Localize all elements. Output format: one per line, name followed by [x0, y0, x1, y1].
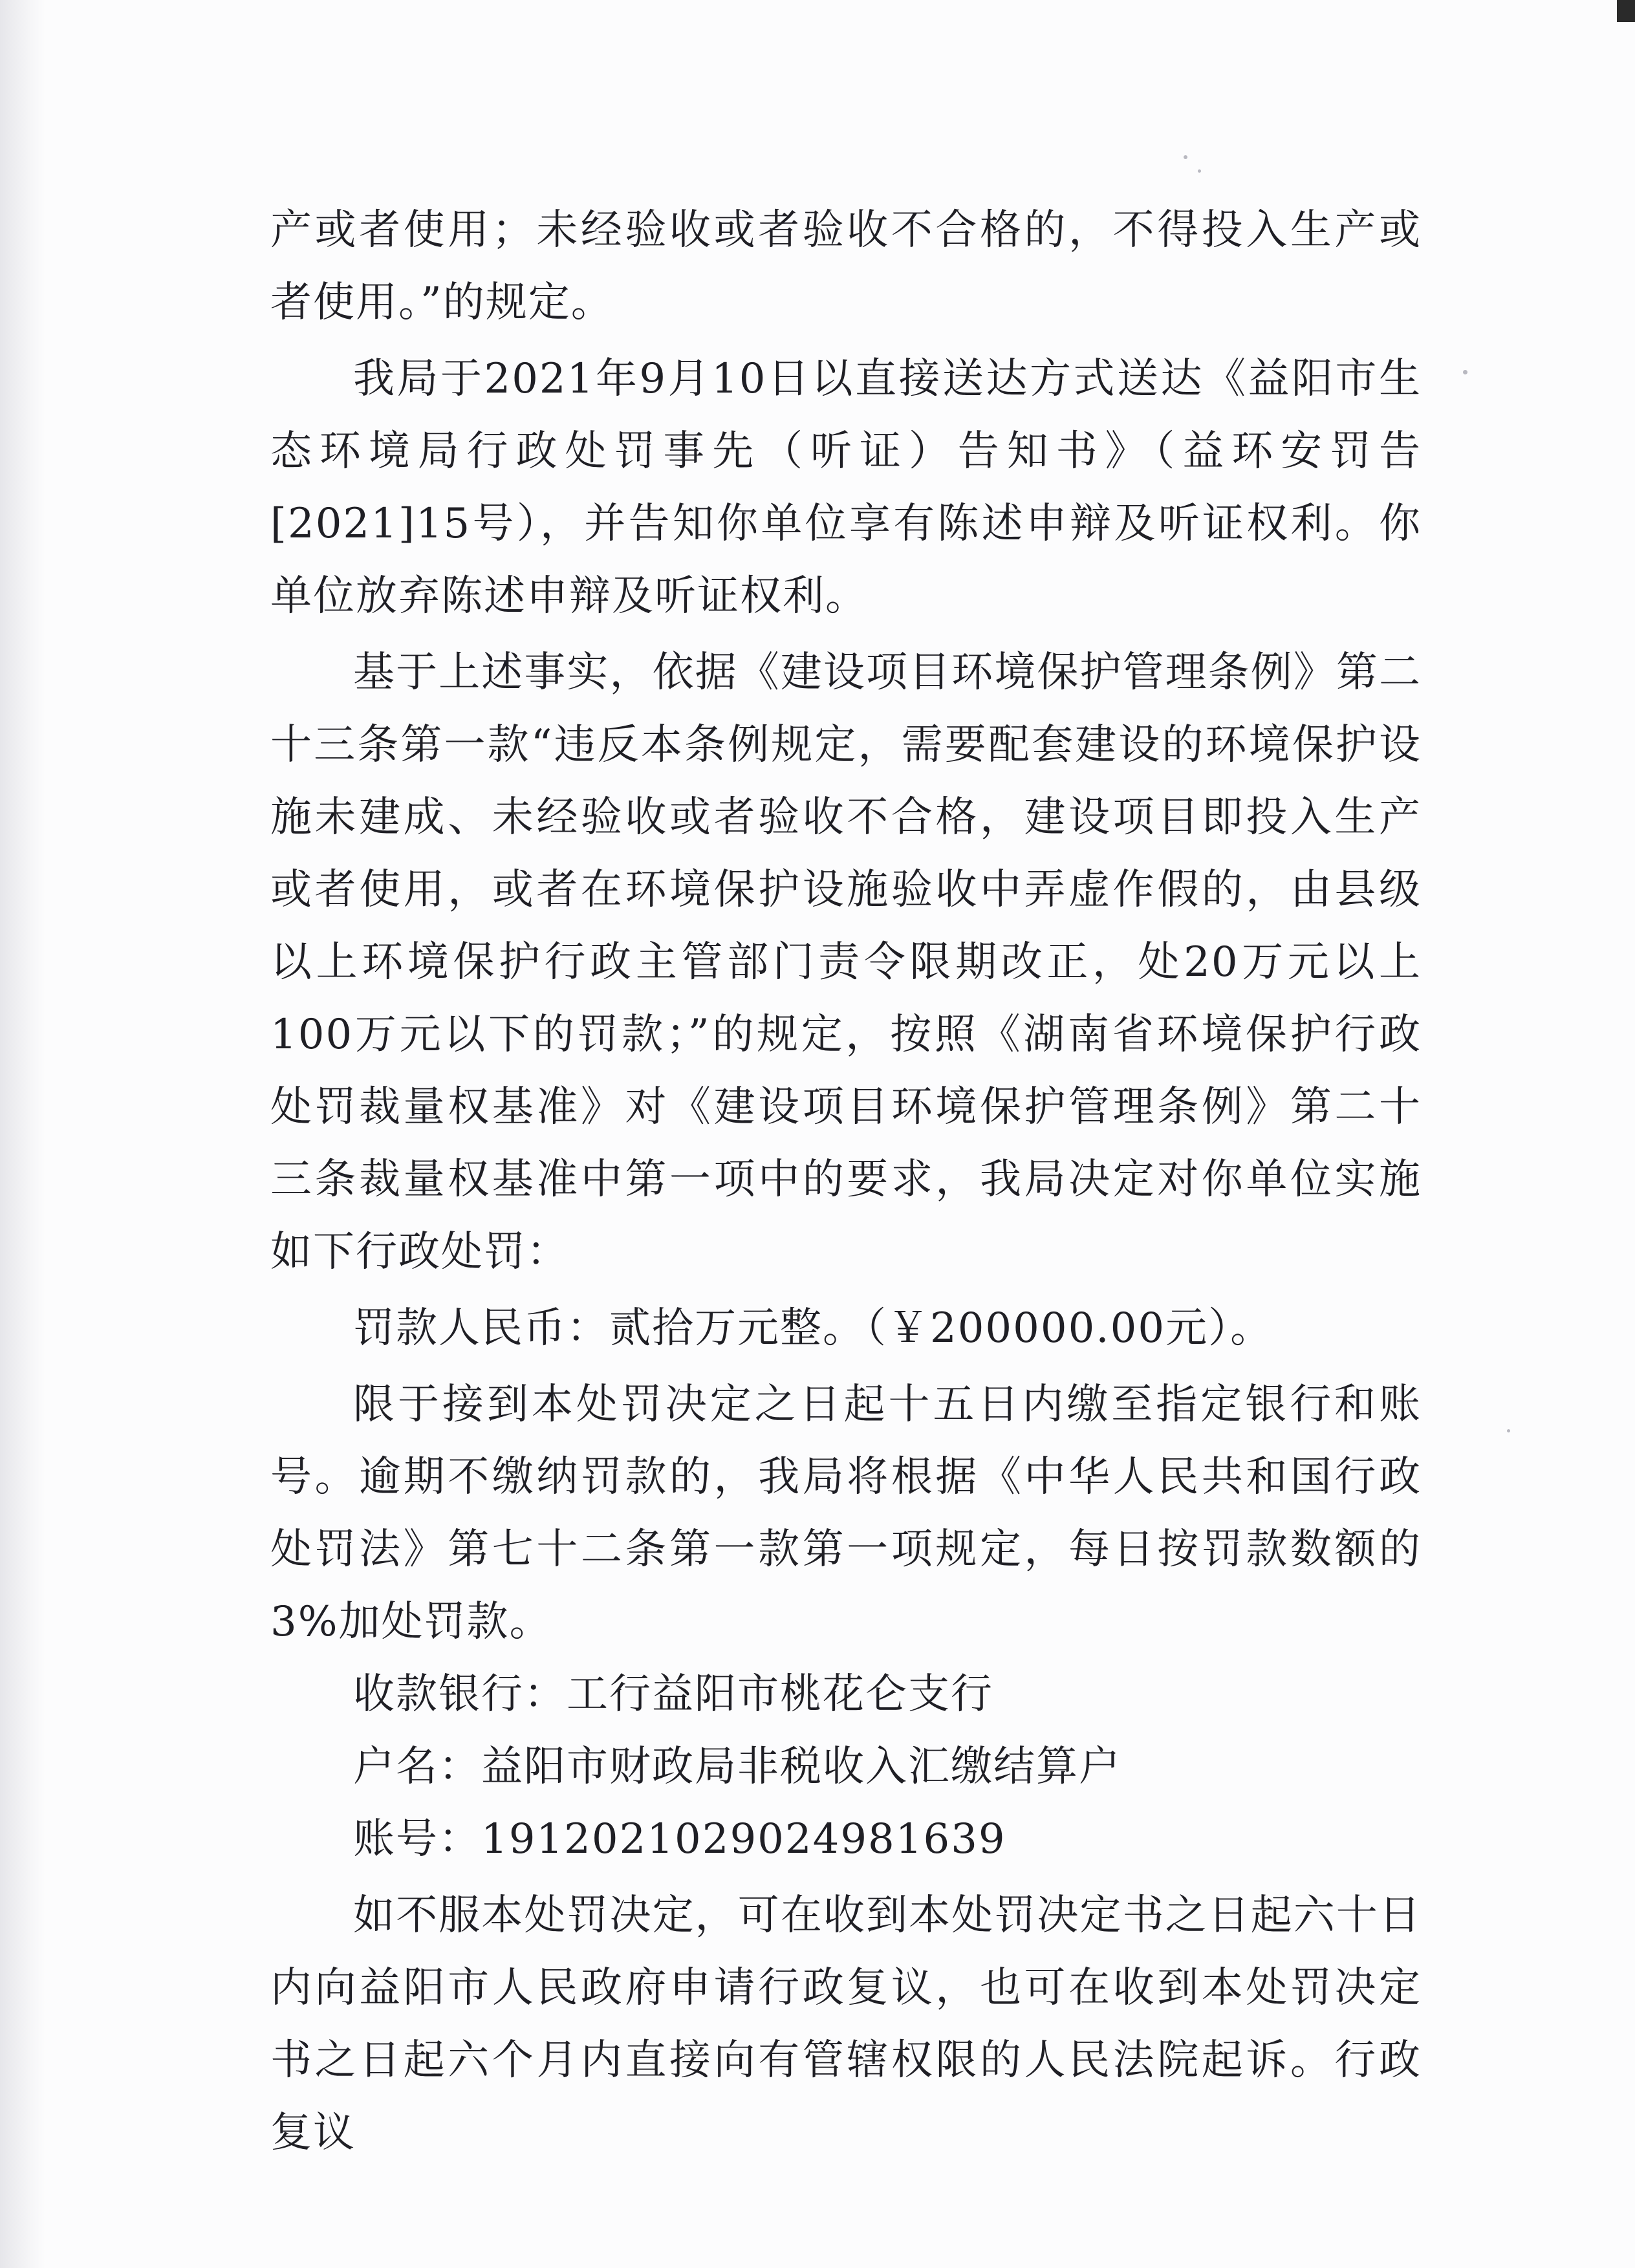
- scan-speck: [1463, 370, 1467, 374]
- scan-speck: [1184, 155, 1187, 159]
- payee-bank: 收款银行：工行益阳市桃花仑支行: [353, 1670, 993, 1718]
- paragraph-appeal-rights: 如不服本处罚决定，可在收到本处罚决定书之日起六十日内向益阳市人民政府申请行政复议，也可在收到本处罚决定书之日起六个月内直接向有管辖权限的人民法院起诉。行政复议: [270, 1892, 1422, 2157]
- scan-corner-mark: [1617, 0, 1635, 22]
- paragraph-fine-amount: 罚款人民币：贰拾万元整。（￥200000.00元）。: [353, 1304, 1273, 1352]
- paragraph-notice-delivery: 我局于2021年9月10日以直接送达方式送达《益阳市生态环境局行政处罚事先（听证）告知书》（益环安罚告[2021]15号），并告知你单位享有陈述申辩及听证权利。你单位放弃陈述申辩及听证权利。: [270, 355, 1422, 620]
- scan-speck: [1507, 1429, 1510, 1432]
- scan-speck: [1198, 169, 1201, 173]
- document-body: [270, 194, 1422, 2169]
- payee-account-name: 户名：益阳市财政局非税收入汇缴结算户: [353, 1743, 1121, 1791]
- paragraph-legal-basis: 基于上述事实，依据《建设项目环境保护管理条例》第二十三条第一款“违反本条例规定，需要配套建设的环境保护设施未建成、未经验收或者验收不合格，建设项目即投入生产或者使用，或者在环境保护设施验收中弄虚作假的，由县级以上环境保护行政主管部门责令限期改正，处20万元以上100万元以下的罚款；”的规定，按照《湖南省环境保护行政处罚裁量权基准》对《建设项目环境保护管理条例》第二十三条裁量权基准中第一项中的要求，我局决定对你单位实施如下行政处罚：: [270, 649, 1422, 1276]
- payee-account-number: 账号：1912021029024981639: [353, 1815, 1006, 1863]
- scan-shadow-edge: [0, 0, 45, 2268]
- paragraph-payment-deadline: 限于接到本处罚决定之日起十五日内缴至指定银行和账号。逾期不缴纳罚款的，我局将根据《中华人民共和国行政处罚法》第七十二条第一款第一项规定，每日按罚款数额的3%加处罚款。: [270, 1381, 1422, 1646]
- paragraph-prior-regulation-end: 产或者使用；未经验收或者验收不合格的，不得投入生产或者使用。”的规定。: [270, 206, 1422, 327]
